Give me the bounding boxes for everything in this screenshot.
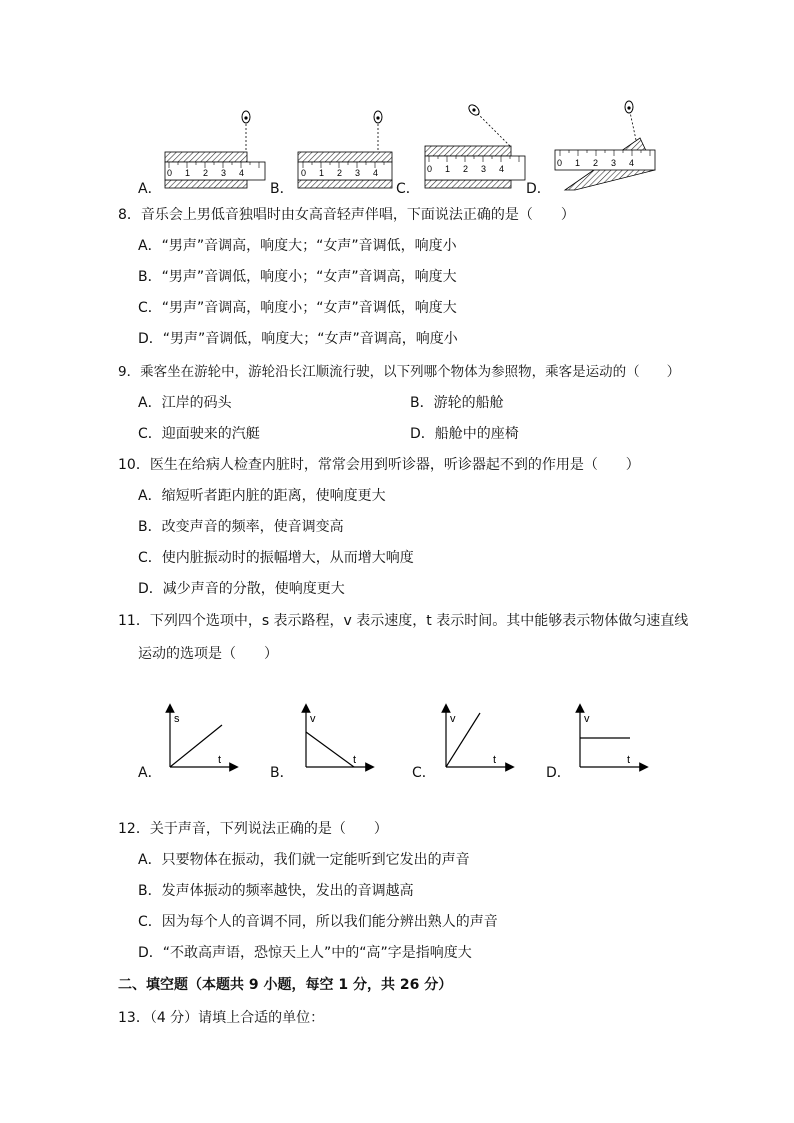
section-2-title: 二、填空题（本题共 9 小题，每空 1 分，共 26 分） [118,977,453,993]
tick-label: 1 [185,168,191,178]
graph-d-x-axis-label: t [627,754,631,766]
graph-a-y-axis-label: s [174,713,180,725]
tick-label: 3 [481,164,487,174]
tick-label: 2 [337,168,343,178]
question-8-option-a[interactable]: A．“男声”音调高，响度大；“女声”音调低，响度小 [138,238,457,254]
question-12-option-d[interactable]: D．“不敢高声语，恐惊天上人”中的“高”字是指响度大 [138,945,472,961]
tick-label: 0 [557,158,563,168]
ruler-option-b-label: B． [270,181,294,197]
question-10-option-a[interactable]: A．缩短听者距内脏的距离，使响度更大 [138,488,386,504]
motion-graphs [0,700,794,810]
question-11-stem-line2: 运动的选项是（ ） [138,646,278,662]
question-9-option-d[interactable]: D．船舱中的座椅 [410,426,519,442]
question-10-option-b[interactable]: B．改变声音的频率，使音调变高 [138,519,344,535]
tick-label: 1 [445,164,451,174]
ruler-option-c-label: C． [396,181,420,197]
question-8-option-d[interactable]: D．“男声”音调低，响度大；“女声”音调高，响度小 [138,331,458,347]
graph-b-x-axis-label: t [353,754,357,766]
graph-b[interactable] [306,708,370,767]
graph-d-label: D． [546,765,571,781]
question-9-option-b[interactable]: B．游轮的船舱 [410,395,504,411]
tick-label: 3 [221,168,227,178]
question-8-option-b[interactable]: B．“男声”音调低，响度小；“女声”音调高，响度大 [138,269,457,285]
tick-label: 3 [355,168,361,178]
tick-label: 1 [319,168,325,178]
question-10-option-c[interactable]: C．使内脏振动时的振幅增大，从而增大响度 [138,550,414,566]
question-12-option-b[interactable]: B．发声体振动的频率越快，发出的音调越高 [138,883,414,899]
tick-label: 4 [239,168,245,178]
tick-label: 1 [575,158,581,168]
question-8-option-c[interactable]: C．“男声”音调高，响度小；“女声”音调低，响度大 [138,300,457,316]
graph-c-label: C． [412,765,436,781]
tick-label: 0 [301,168,307,178]
question-12-stem: 12．关于声音，下列说法正确的是（ ） [118,821,388,837]
question-11-stem-line1: 11．下列四个选项中，s 表示路程，v 表示速度，t 表示时间。其中能够表示物体做匀速直线 [118,613,689,629]
question-13-stem: 13．（4 分）请填上合适的单位： [118,1010,325,1026]
graph-c-x-axis-label: t [493,754,497,766]
question-10-stem: 10．医生在给病人检查内脏时，常常会用到听诊器，听诊器起不到的作用是（ ） [118,457,640,473]
question-9-option-c[interactable]: C．迎面驶来的汽艇 [138,426,260,442]
tick-label: 2 [203,168,209,178]
question-12-option-a[interactable]: A．只要物体在振动，我们就一定能听到它发出的声音 [138,852,470,868]
graph-a[interactable] [170,708,234,767]
tick-label: 2 [593,158,599,168]
ruler-figure-b [298,111,392,188]
tick-label: 4 [373,168,379,178]
ruler-option-d-label: D． [526,181,551,197]
tick-label: 4 [629,158,635,168]
graph-b-y-axis-label: v [310,713,316,725]
question-10-option-d[interactable]: D．减少声音的分散，使响度更大 [138,581,345,597]
graph-b-label: B． [270,765,294,781]
graph-a-x-axis-label: t [218,754,222,766]
tick-label: 3 [611,158,617,168]
graph-a-label: A． [138,765,162,781]
tick-label: 4 [499,164,505,174]
tick-label: 0 [167,168,173,178]
graph-c[interactable] [446,708,510,767]
question-9-option-a[interactable]: A．江岸的码头 [138,395,232,411]
ruler-figure-d [555,101,655,190]
ruler-figure-c [425,103,525,188]
graph-d[interactable] [580,708,644,767]
question-9-stem: 9．乘客坐在游轮中，游轮沿长江顺流行驶，以下列哪个物体为参照物，乘客是运动的（ ） [118,364,681,380]
question-12-option-c[interactable]: C．因为每个人的音调不同，所以我们能分辨出熟人的声音 [138,914,498,930]
tick-label: 0 [427,164,433,174]
graph-c-y-axis-label: v [450,713,456,725]
ruler-figures [0,0,794,200]
ruler-figure-a [165,111,265,188]
ruler-option-a-label: A． [138,181,162,197]
tick-label: 2 [463,164,469,174]
graph-d-y-axis-label: v [584,713,590,725]
question-8-stem: 8．音乐会上男低音独唱时由女高音轻声伴唱，下面说法正确的是（ ） [118,207,575,223]
